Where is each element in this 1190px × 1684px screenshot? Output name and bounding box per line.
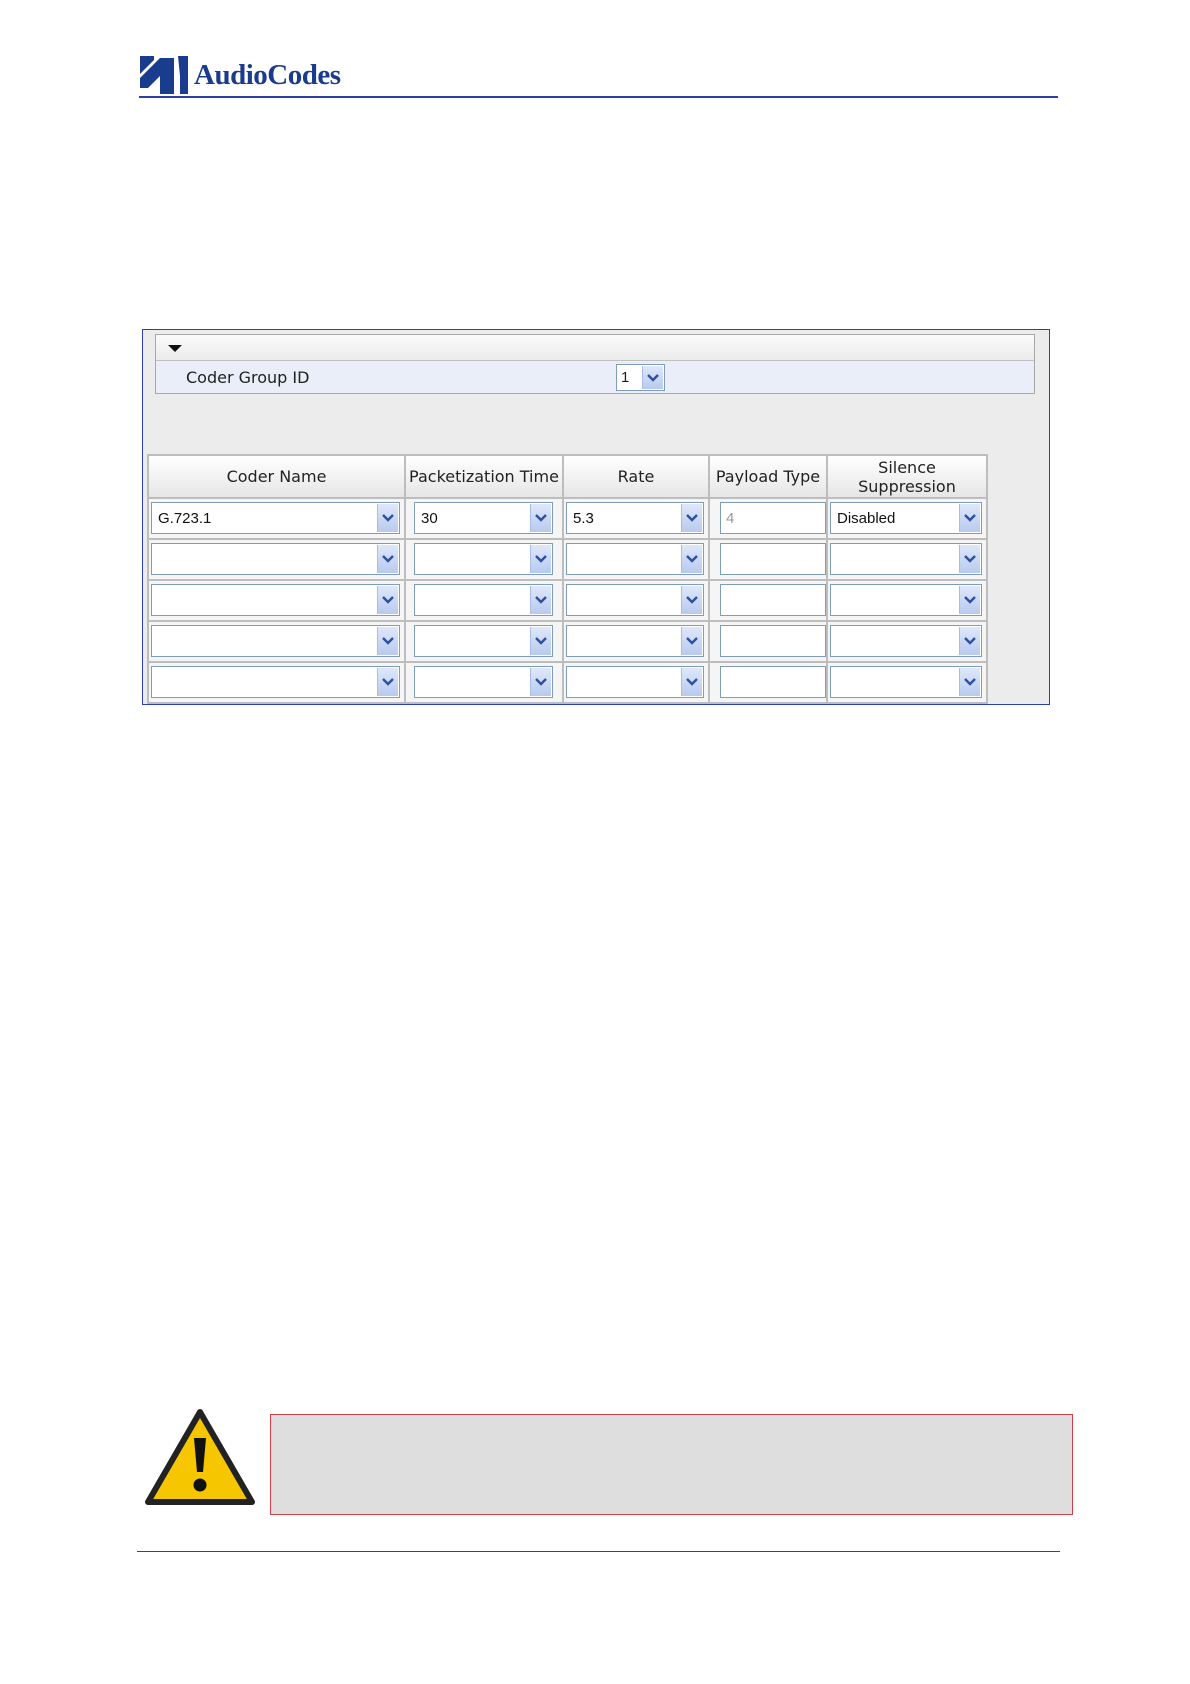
coder-name-cell xyxy=(148,539,405,580)
coder-group-id-value: 1 xyxy=(621,369,630,386)
payload-type-input[interactable] xyxy=(720,502,826,534)
packetization-time-select[interactable] xyxy=(414,584,553,616)
coder-name-cell xyxy=(148,498,405,539)
rate-cell xyxy=(563,580,709,621)
chevron-down-icon[interactable] xyxy=(959,504,980,532)
col-header-payload-type: Payload Type xyxy=(709,455,827,498)
coder-name-select[interactable] xyxy=(151,625,400,657)
packetization-time-select[interactable] xyxy=(414,502,553,534)
table-row xyxy=(148,662,987,703)
payload-type-input[interactable] xyxy=(720,625,826,657)
brand-name: AudioCodes xyxy=(194,58,341,91)
audiocodes-mark-icon xyxy=(140,56,188,94)
coder-name-select[interactable] xyxy=(151,666,400,698)
col-header-coder-name: Coder Name xyxy=(148,455,405,498)
chevron-down-icon[interactable] xyxy=(959,545,980,573)
silence-suppression-select[interactable] xyxy=(830,666,982,698)
group-collapse-header[interactable] xyxy=(156,335,1034,361)
silence-suppression-select[interactable] xyxy=(830,543,982,575)
silence-suppression-cell xyxy=(827,621,987,662)
chevron-down-icon[interactable] xyxy=(530,545,551,573)
payload-type-cell xyxy=(709,662,827,703)
silence-suppression-select[interactable] xyxy=(830,584,982,616)
rate-select[interactable] xyxy=(566,666,704,698)
chevron-down-icon[interactable] xyxy=(642,366,663,389)
silence-suppression-select[interactable] xyxy=(830,502,982,534)
rate-select[interactable] xyxy=(566,584,704,616)
table-row xyxy=(148,539,987,580)
rate-cell xyxy=(563,539,709,580)
packetization-time-cell xyxy=(405,580,563,621)
coder-group-panel xyxy=(142,329,1050,705)
chevron-down-icon[interactable] xyxy=(959,586,980,614)
coder-name-select[interactable] xyxy=(151,502,400,534)
chevron-down-icon[interactable] xyxy=(530,627,551,655)
rate-value: 5.3 xyxy=(573,510,594,527)
audiocodes-logo xyxy=(140,55,341,95)
table-row xyxy=(148,498,987,539)
chevron-down-icon[interactable] xyxy=(681,545,702,573)
coder-name-value: G.723.1 xyxy=(158,510,212,527)
rate-cell xyxy=(563,662,709,703)
note-box xyxy=(270,1414,1073,1515)
silence-suppression-cell xyxy=(827,539,987,580)
chevron-down-icon[interactable] xyxy=(377,668,398,696)
payload-type-cell xyxy=(709,498,827,539)
chevron-down-icon[interactable] xyxy=(681,586,702,614)
payload-type-input[interactable] xyxy=(720,584,826,616)
silence-suppression-cell xyxy=(827,580,987,621)
payload-type-input[interactable] xyxy=(720,666,826,698)
rate-cell xyxy=(563,621,709,662)
payload-type-cell xyxy=(709,539,827,580)
packetization-time-select[interactable] xyxy=(414,625,553,657)
packetization-time-value: 30 xyxy=(421,510,438,527)
chevron-down-icon[interactable] xyxy=(530,504,551,532)
chevron-down-icon[interactable] xyxy=(377,545,398,573)
packetization-time-cell xyxy=(405,621,563,662)
packetization-time-cell xyxy=(405,498,563,539)
packetization-time-select[interactable] xyxy=(414,666,553,698)
payload-type-value: 4 xyxy=(726,510,735,527)
coder-group-id-select[interactable] xyxy=(616,364,665,391)
footer-rule xyxy=(137,1551,1060,1552)
chevron-down-icon[interactable] xyxy=(681,627,702,655)
chevron-down-icon[interactable] xyxy=(959,627,980,655)
coder-name-select[interactable] xyxy=(151,543,400,575)
header-rule xyxy=(139,96,1058,98)
chevron-down-icon[interactable] xyxy=(530,586,551,614)
payload-type-input[interactable] xyxy=(720,543,826,575)
coder-name-cell xyxy=(148,621,405,662)
rate-select[interactable] xyxy=(566,625,704,657)
collapse-triangle-icon[interactable] xyxy=(168,345,182,352)
packetization-time-cell xyxy=(405,539,563,580)
chevron-down-icon[interactable] xyxy=(377,627,398,655)
chevron-down-icon[interactable] xyxy=(681,504,702,532)
payload-type-cell xyxy=(709,621,827,662)
silence-suppression-cell xyxy=(827,498,987,539)
table-row xyxy=(148,580,987,621)
packetization-time-select[interactable] xyxy=(414,543,553,575)
coder-name-select[interactable] xyxy=(151,584,400,616)
payload-type-cell xyxy=(709,580,827,621)
coders-table xyxy=(147,454,988,704)
warning-icon xyxy=(144,1408,256,1512)
rate-select[interactable] xyxy=(566,543,704,575)
silence-suppression-cell xyxy=(827,662,987,703)
col-header-rate: Rate xyxy=(563,455,709,498)
coder-name-cell xyxy=(148,662,405,703)
coder-name-cell xyxy=(148,580,405,621)
col-header-packetization-time: Packetization Time xyxy=(405,455,563,498)
col-header-silence-suppression: Silence Suppression xyxy=(827,455,987,498)
chevron-down-icon[interactable] xyxy=(377,504,398,532)
chevron-down-icon[interactable] xyxy=(681,668,702,696)
silence-suppression-value: Disabled xyxy=(837,510,896,527)
coder-group-id-row xyxy=(156,361,1034,393)
coder-group-id-label: Coder Group ID xyxy=(186,368,310,387)
table-row xyxy=(148,621,987,662)
silence-suppression-select[interactable] xyxy=(830,625,982,657)
packetization-time-cell xyxy=(405,662,563,703)
chevron-down-icon[interactable] xyxy=(377,586,398,614)
rate-select[interactable] xyxy=(566,502,704,534)
chevron-down-icon[interactable] xyxy=(530,668,551,696)
coder-group-box xyxy=(155,334,1035,394)
coders-table-header xyxy=(148,455,987,498)
rate-cell xyxy=(563,498,709,539)
chevron-down-icon[interactable] xyxy=(959,668,980,696)
